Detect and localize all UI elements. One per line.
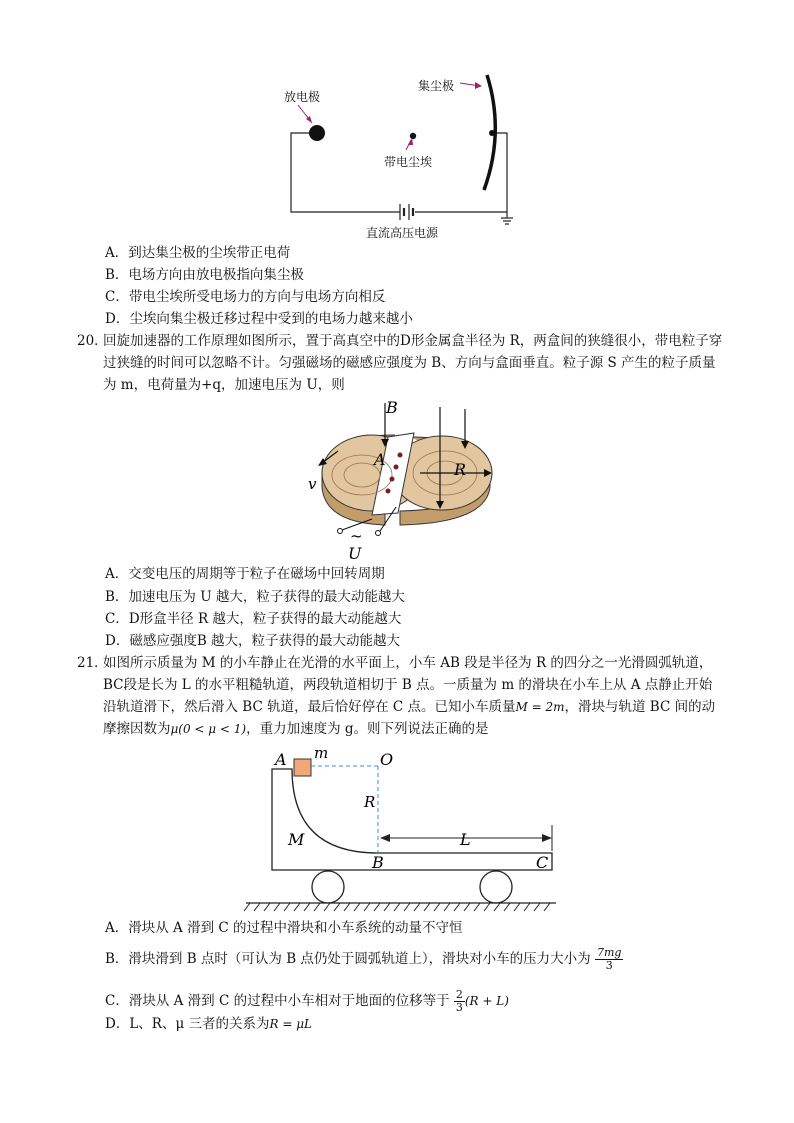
- question-20: [77, 330, 727, 396]
- q19-option-a: A．到达集尘极的尘埃带正电荷: [105, 245, 291, 261]
- cyc-label-v: v: [308, 475, 317, 493]
- cart-label-r: R: [364, 793, 376, 811]
- friction-range: μ(0 < μ < 1): [170, 722, 247, 736]
- cart-label-a: A: [275, 750, 287, 769]
- cyc-label-u: U: [348, 544, 362, 563]
- question-number: 20．: [77, 333, 108, 349]
- cyc-label-tilde: ~: [350, 527, 363, 545]
- question-stem: 回旋加速器的工作原理如图所示，置于高真空中的D形金属盒半径为 R，两盒间的狭缝很小，带电粒子穿过狭缝的时间可以忽略不计。匀强磁场的磁感应强度为 B、方向与盒面垂直。粒子源 S 产生的粒子质量为 m，电荷量为+q，加速电压为 U，则: [103, 333, 723, 393]
- q20-option-d: D．磁感应强度B 越大，粒子获得的最大动能越大: [105, 633, 401, 649]
- q21-option-d: D．L、R、μ 三者的关系为R = μL: [105, 1016, 313, 1032]
- q19-option-b: B．电场方向由放电极指向集尘极: [105, 267, 304, 283]
- label-charged-dust: 带电尘埃: [384, 155, 433, 169]
- fraction-2-over-3: $\frac{2}{3}$: [455, 988, 463, 1014]
- label-discharge-electrode: 放电极: [284, 90, 321, 104]
- q20-option-a: A．交变电压的周期等于粒子在磁场中回转周期: [105, 566, 385, 582]
- dust-particle: [410, 133, 416, 139]
- cart-label-c: C: [536, 853, 549, 872]
- question-21: [77, 652, 727, 740]
- cyc-label-a: A: [374, 450, 386, 469]
- mass-relation: M = 2m: [515, 700, 565, 714]
- fraction-7mg-over-3: $\frac{7mg}{3}$: [596, 946, 622, 972]
- q20-option-c: C．D形盒半径 R 越大，粒子获得的最大动能越大: [105, 611, 402, 627]
- cyc-label-b: B: [386, 398, 398, 417]
- cart-label-l: L: [460, 830, 471, 849]
- q21-option-c: C．滑块从 A 滑到 C 的过程中小车相对于地面的位移等于 $\frac{2}{3}$ (R + L): [105, 988, 509, 1014]
- figure-cart: [240, 745, 560, 915]
- cyc-label-r: R: [454, 460, 467, 479]
- q21-option-b: B．滑块滑到 B 点时（可认为 B 点仍处于圆弧轨道上），滑块对小车的压力大小为 $\frac{7mg}{3}$: [105, 946, 622, 972]
- label-dc-source: 直流高压电源: [366, 226, 439, 240]
- figure-cyclotron: [300, 395, 510, 565]
- label-collector-electrode: 集尘极: [418, 79, 455, 93]
- relation-equation: R = μL: [269, 1017, 313, 1031]
- q21-option-a: A．滑块从 A 滑到 C 的过程中滑块和小车系统的动量不守恒: [105, 920, 463, 936]
- q20-option-b: B．加速电压为 U 越大，粒子获得的最大动能越大: [105, 589, 405, 605]
- question-number: 21．: [77, 655, 108, 671]
- cart-label-m: m: [314, 745, 329, 762]
- question-stem: 如图所示质量为 M 的小车静止在光滑的水平面上，小车 AB 段是半径为 R 的四分之一光滑圆弧轨道， BC段是长为 L 的水平粗糙轨道，两段轨道相切于 B 点。一质量为 m 的滑块在小车上从 A 点静止开始 沿轨道滑下，然后滑入 BC 轨道，最后恰好停在 C 点。已知小车质量M = 2m，滑块与轨道 BC 间的动 摩擦因数为μ(0 < μ < 1)，重力加速度为 g。则下列说法正确的是: [103, 655, 716, 737]
- q19-option-c: C．带电尘埃所受电场力的方向与电场方向相反: [105, 289, 386, 305]
- discharge-electrode: [309, 125, 325, 141]
- cart-label-b: B: [372, 853, 384, 872]
- cart-label-o: O: [380, 750, 394, 769]
- slider-block: [294, 759, 311, 776]
- q19-option-d: D．尘埃向集尘极迁移过程中受到的电场力越来越小: [105, 311, 413, 327]
- cart-label-bigm: M: [288, 830, 305, 849]
